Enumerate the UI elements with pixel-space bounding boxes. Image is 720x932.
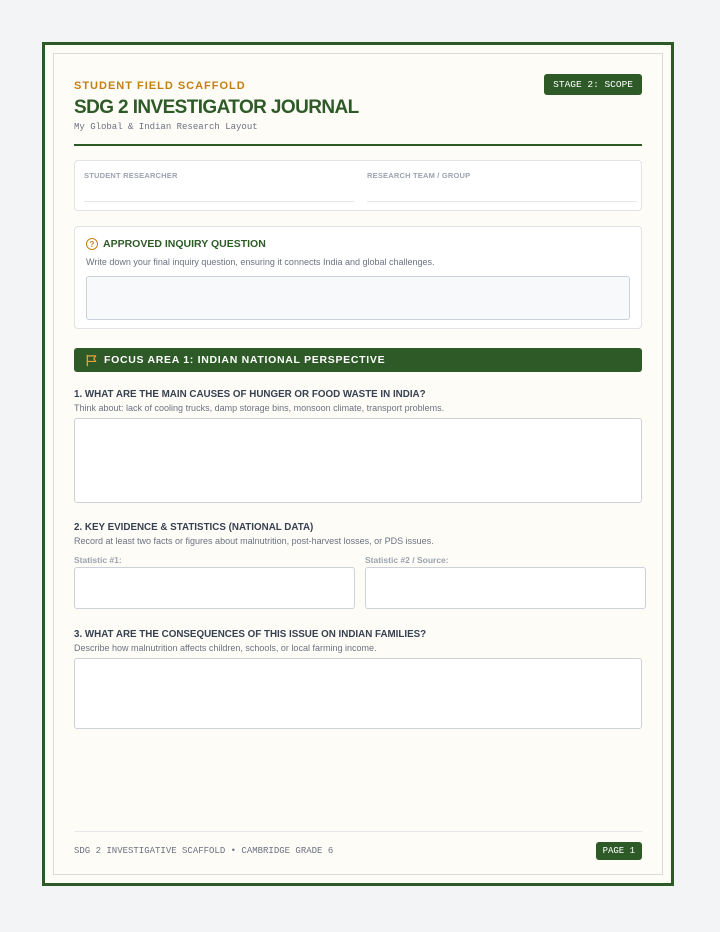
page-inner-border bbox=[53, 53, 663, 875]
student-info-card bbox=[74, 160, 642, 211]
inquiry-question-input[interactable] bbox=[86, 276, 630, 320]
question-2-hint: Record at least two facts or figures about malnutrition, post-harvest losses, or PDS issues. bbox=[74, 536, 434, 546]
focus-area-banner bbox=[74, 348, 642, 372]
student-researcher-line[interactable] bbox=[84, 201, 354, 202]
page-subtitle: My Global & Indian Research Layout bbox=[74, 122, 258, 132]
question-circle-icon: ? bbox=[86, 238, 98, 250]
footer-divider bbox=[74, 831, 642, 832]
research-team-label: RESEARCH TEAM / GROUP bbox=[367, 171, 471, 180]
research-team-field[interactable] bbox=[367, 171, 637, 180]
question-1-answer[interactable] bbox=[74, 418, 642, 503]
question-1-title: 1. WHAT ARE THE MAIN CAUSES OF HUNGER OR FOOD WASTE IN INDIA? bbox=[74, 389, 426, 400]
statistic-1-input[interactable] bbox=[74, 567, 355, 609]
inquiry-title: APPROVED INQUIRY QUESTION bbox=[103, 238, 266, 250]
eyebrow-label: STUDENT FIELD SCAFFOLD bbox=[74, 80, 246, 92]
question-3-hint: Describe how malnutrition affects children, schools, or local farming income. bbox=[74, 643, 377, 653]
student-researcher-label: STUDENT RESEARCHER bbox=[84, 171, 178, 180]
statistic-1-label: Statistic #1: bbox=[74, 555, 122, 565]
focus-area-title: FOCUS AREA 1: INDIAN NATIONAL PERSPECTIVE bbox=[104, 354, 386, 366]
question-1-hint: Think about: lack of cooling trucks, damp storage bins, monsoon climate, transport problems. bbox=[74, 403, 445, 413]
student-researcher-field[interactable] bbox=[84, 171, 354, 180]
page-number-badge: PAGE 1 bbox=[596, 842, 642, 860]
page-title: SDG 2 INVESTIGATOR JOURNAL bbox=[74, 97, 359, 118]
inquiry-description: Write down your final inquiry question, ensuring it connects India and global challenges. bbox=[86, 257, 435, 267]
inquiry-card bbox=[74, 226, 642, 329]
flag-icon bbox=[85, 354, 98, 367]
statistic-2-label: Statistic #2 / Source: bbox=[365, 555, 449, 565]
statistic-2-input[interactable] bbox=[365, 567, 646, 609]
stage-badge: STAGE 2: SCOPE bbox=[544, 74, 642, 95]
footer-text: SDG 2 INVESTIGATIVE SCAFFOLD • CAMBRIDGE GRADE 6 bbox=[74, 846, 334, 856]
research-team-line[interactable] bbox=[367, 201, 637, 202]
header-divider bbox=[74, 144, 642, 146]
journal-page bbox=[42, 42, 674, 886]
inquiry-header bbox=[86, 238, 266, 250]
question-3-answer[interactable] bbox=[74, 658, 642, 729]
question-3-title: 3. WHAT ARE THE CONSEQUENCES OF THIS ISSUE ON INDIAN FAMILIES? bbox=[74, 629, 427, 640]
page-content bbox=[74, 54, 642, 874]
question-2-title: 2. KEY EVIDENCE & STATISTICS (NATIONAL DATA) bbox=[74, 522, 314, 533]
